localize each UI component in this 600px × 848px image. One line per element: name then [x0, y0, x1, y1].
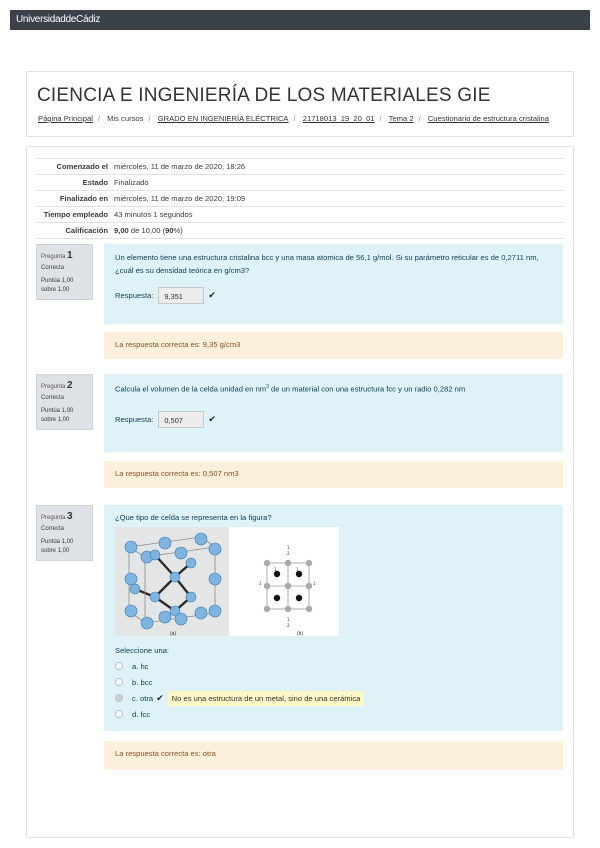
choice-label: c. otra — [132, 693, 154, 703]
summary-key: Calificación — [65, 226, 108, 235]
question-1-info — [36, 244, 93, 300]
breadcrumb-topic-link[interactable]: Tema 2 — [388, 114, 414, 123]
choice-feedback: No es una estructura de un metal, sino de una cerámica — [168, 691, 365, 706]
breadcrumb-quiz-link[interactable]: Cuestionario de estructura cristalina — [427, 114, 549, 123]
figure-caption-a: (a) — [170, 631, 177, 637]
fraction-label: 1 — [274, 567, 277, 572]
question-grade: Puntúa 1,00 sobre 1,00 — [41, 539, 74, 554]
question-grade: Puntúa 1,00 sobre 1,00 — [41, 408, 74, 423]
question-text: Un elemento tiene una estructura cristalina bcc y una masa atomica de 56,1 g/mol. Si su parámetro reticular es de 0,2711 nm, ¿cuál es su densidad teórica en g/cm3? — [115, 253, 539, 275]
summary-value: miércoles, 11 de marzo de 2020, 18:26 — [114, 162, 246, 171]
question-3-info — [36, 505, 93, 561]
answer-row — [115, 287, 552, 304]
question-text-part: de un material con una estructura fcc y un radio 0,282 nm — [268, 384, 466, 394]
summary-key: Finalizado en — [59, 194, 108, 203]
fraction-label: 1 — [296, 567, 299, 572]
radio-button[interactable] — [115, 662, 123, 670]
radio-button[interactable] — [115, 678, 123, 686]
choice-label: a. hc — [132, 661, 149, 671]
summary-value — [114, 223, 183, 238]
choice-label: d. fcc — [132, 709, 151, 719]
summary-row-finished — [36, 190, 564, 206]
breadcrumb-my-courses: Mis cursos — [107, 114, 144, 123]
check-icon: ✔ — [208, 413, 216, 424]
summary-row-started — [36, 158, 564, 174]
fraction-label-bottom: 1 — [287, 617, 290, 622]
answer-label: Respuesta: — [115, 291, 154, 300]
question-number-value: 1 — [67, 250, 73, 261]
question-number — [41, 511, 88, 522]
question-1-content — [104, 244, 563, 324]
radio-button-selected[interactable] — [115, 694, 123, 702]
question-state: Correcta — [41, 265, 65, 271]
fraction-label-top: 1 — [287, 545, 290, 550]
question-3-content — [104, 505, 563, 731]
question-label: Pregunta — [41, 515, 66, 521]
summary-value: Finalizado — [114, 178, 149, 187]
grade-percent: 90 — [165, 226, 174, 235]
fraction-label-bottom-den: 2 — [287, 623, 290, 628]
question-label: Pregunta — [41, 254, 66, 260]
answer-label: Respuesta: — [115, 414, 154, 424]
projection-drawing — [233, 527, 339, 636]
superscript: 3 — [266, 384, 269, 390]
breadcrumb-home-link[interactable]: Página Principal — [38, 114, 93, 123]
question-text: ¿Que tipo de celda se representa en la figura? — [115, 513, 272, 522]
question-number — [41, 380, 88, 391]
breadcrumb-course-link[interactable]: 21718013_19_20_01 — [302, 114, 375, 123]
question-2-feedback: La respuesta correcta es: 0,507 nm3 — [104, 461, 563, 488]
breadcrumb: Página Principal / Mis cursos / GRADO EN INGENIERÍA ELÉCTRICA / 21718013_19_20_01 / Tema 2 / Cuestionario de estructura cristalina — [38, 114, 549, 123]
answer-input[interactable]: 9,351 — [158, 287, 204, 304]
question-number-value: 3 — [67, 511, 73, 522]
grade-close: %) — [173, 226, 183, 235]
radio-button[interactable] — [115, 710, 123, 718]
question-state: Correcta — [41, 395, 65, 401]
brand-logo-text[interactable]: UniversidaddeCádiz — [16, 14, 101, 25]
question-label: Pregunta — [41, 384, 66, 390]
summary-key: Estado — [82, 178, 108, 187]
fraction-label: 1 — [259, 581, 262, 586]
question-text-part: Calcula el volumen de la celda unidad en nm — [115, 384, 267, 394]
summary-value: 43 minutos 1 segundos — [114, 210, 193, 219]
page-header — [26, 71, 574, 137]
question-3-feedback: La respuesta correcta es: otra — [104, 741, 563, 770]
figure-a-lattice — [115, 527, 229, 636]
answer-input[interactable]: 0,507 — [158, 411, 204, 428]
choice-b[interactable] — [115, 674, 552, 690]
question-1-feedback: La respuesta correcta es: 9,35 g/cm3 — [104, 332, 563, 359]
grade-total: de 10,00 ( — [128, 226, 166, 235]
check-icon: ✔ — [156, 692, 164, 703]
summary-key: Comenzado el — [56, 162, 108, 171]
breadcrumb-degree-link[interactable]: GRADO EN INGENIERÍA ELÉCTRICA — [157, 114, 289, 123]
page-title: CIENCIA E INGENIERÍA DE LOS MATERIALES GIE — [37, 85, 491, 106]
lattice-3d-drawing — [115, 527, 229, 636]
choice-label: b. bcc — [132, 677, 153, 687]
attempt-summary-table — [36, 158, 564, 239]
summary-row-time — [36, 206, 564, 222]
figure-caption-b: (b) — [297, 631, 304, 637]
choice-c[interactable] — [115, 690, 552, 706]
choice-d[interactable] — [115, 706, 552, 722]
grade-score: 9,00 — [114, 226, 129, 235]
summary-row-state — [36, 174, 564, 190]
summary-value: miércoles, 11 de marzo de 2020, 19:09 — [114, 194, 246, 203]
top-navbar — [10, 10, 590, 30]
summary-key: Tiempo empleado — [43, 210, 108, 219]
choice-a[interactable] — [115, 658, 552, 674]
fraction-label-top-den: 2 — [287, 551, 290, 556]
question-text — [115, 381, 552, 396]
question-2-content — [104, 374, 563, 452]
question-2-info — [36, 374, 93, 430]
figure-b-projection — [233, 527, 339, 636]
question-state: Correcta — [41, 526, 65, 532]
answer-choices — [115, 644, 552, 722]
question-grade: Puntúa 1,00 sobre 1,00 — [41, 278, 74, 293]
answer-row — [115, 411, 552, 428]
check-icon: ✔ — [208, 290, 216, 300]
question-number-value: 2 — [67, 380, 73, 391]
question-number — [41, 250, 88, 261]
crystal-figure — [115, 527, 339, 636]
fraction-label: 1 — [313, 581, 316, 586]
select-label: Seleccione una: — [115, 646, 170, 655]
summary-row-grade — [36, 222, 564, 239]
